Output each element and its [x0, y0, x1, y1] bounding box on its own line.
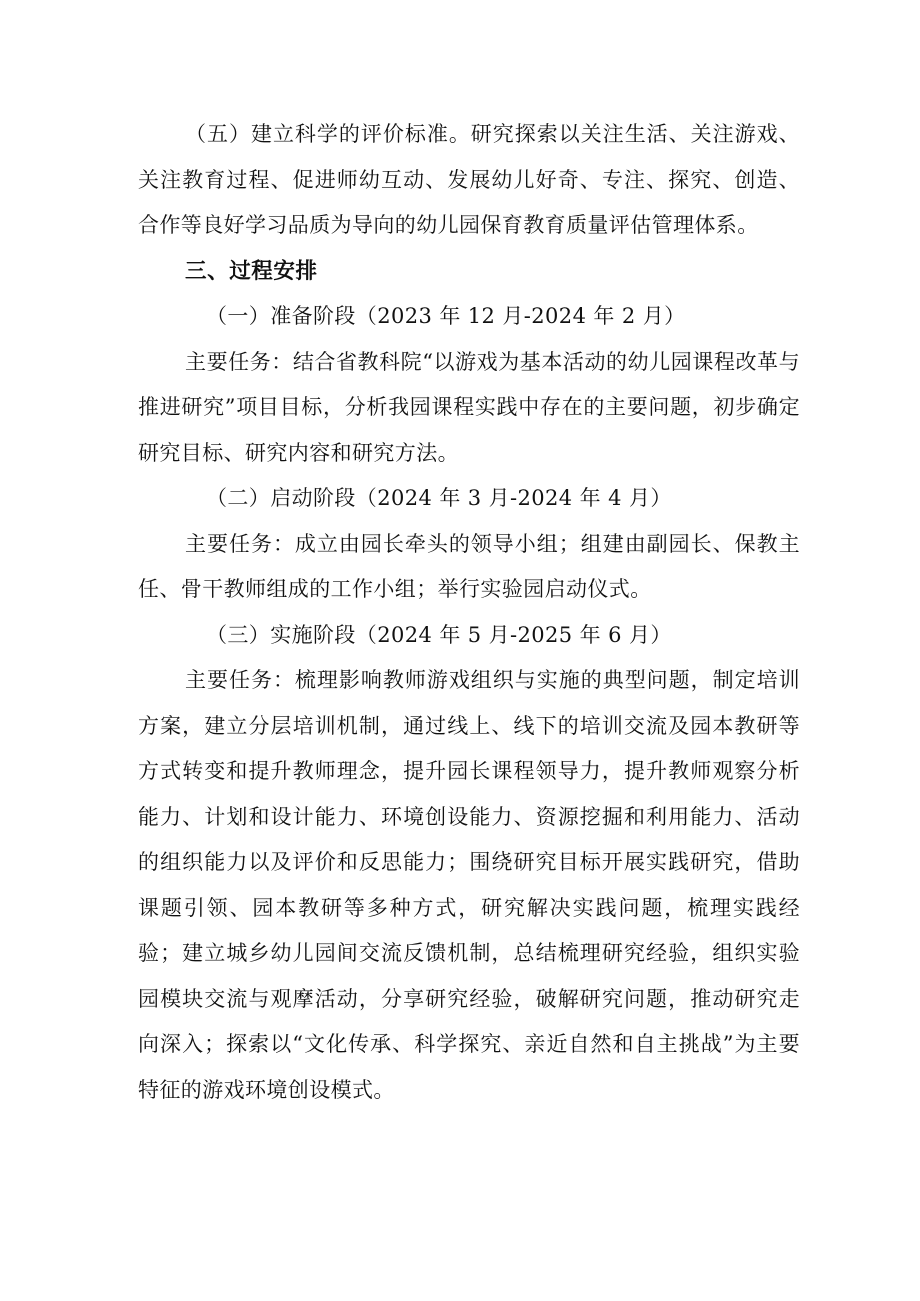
section-5-paragraph: （五）建立科学的评价标准。研究探索以关注生活、关注游戏、关注教育过程、促进师幼互动、发展幼儿好奇、专注、探究、创造、合作等良好学习品质为导向的幼儿园保育教育质量评估管理体系。: [138, 122, 800, 237]
stage-3-task: 主要任务：梳理影响教师游戏组织与实施的典型问题，制定培训方案，建立分层培训机制，通过线上、线下的培训交流及园本教研等方式转变和提升教师理念，提升园长课程领导力，提升教师观察分析能力、计划和设计能力、环境创设能力、资源挖掘和利用能力、活动的组织能力以及评价和反思能力；围绕研究目标开展实践研究，借助课题引领、园本教研等多种方式，研究解决实践问题，梳理实践经验；建立城乡幼儿园间交流反馈机制，总结梳理研究经验，组织实验园模块交流与观摩活动，分享研究经验，破解研究问题，推动研究走向深入；探索以“文化传承、科学探究、亲近自然和自主挑战”为主要特征的游戏环境创设模式。: [138, 668, 800, 1102]
stage-3-title: （三）实施阶段（2024 年 5 月-2025 年 6 月）: [206, 622, 672, 647]
stage-2-task: 主要任务：成立由园长牵头的领导小组；组建由副园长、保教主任、骨干教师组成的工作小组；举行实验园启动仪式。: [138, 531, 800, 601]
process-heading: 三、过程安排: [185, 258, 318, 284]
stage-2-title: （二）启动阶段（2024 年 3 月-2024 年 4 月）: [206, 486, 672, 510]
document-body: [138, 112, 800, 1113]
stage-1-task: 主要任务：结合省教科院“以游戏为基本活动的幼儿园课程改革与推进研究”项目目标，分析我园课程实践中存在的主要问题，初步确定研究目标、研究内容和研究方法。: [138, 349, 800, 465]
stage-1-title: （一）准备阶段（2023 年 12 月-2024 年 2 月）: [206, 304, 686, 328]
